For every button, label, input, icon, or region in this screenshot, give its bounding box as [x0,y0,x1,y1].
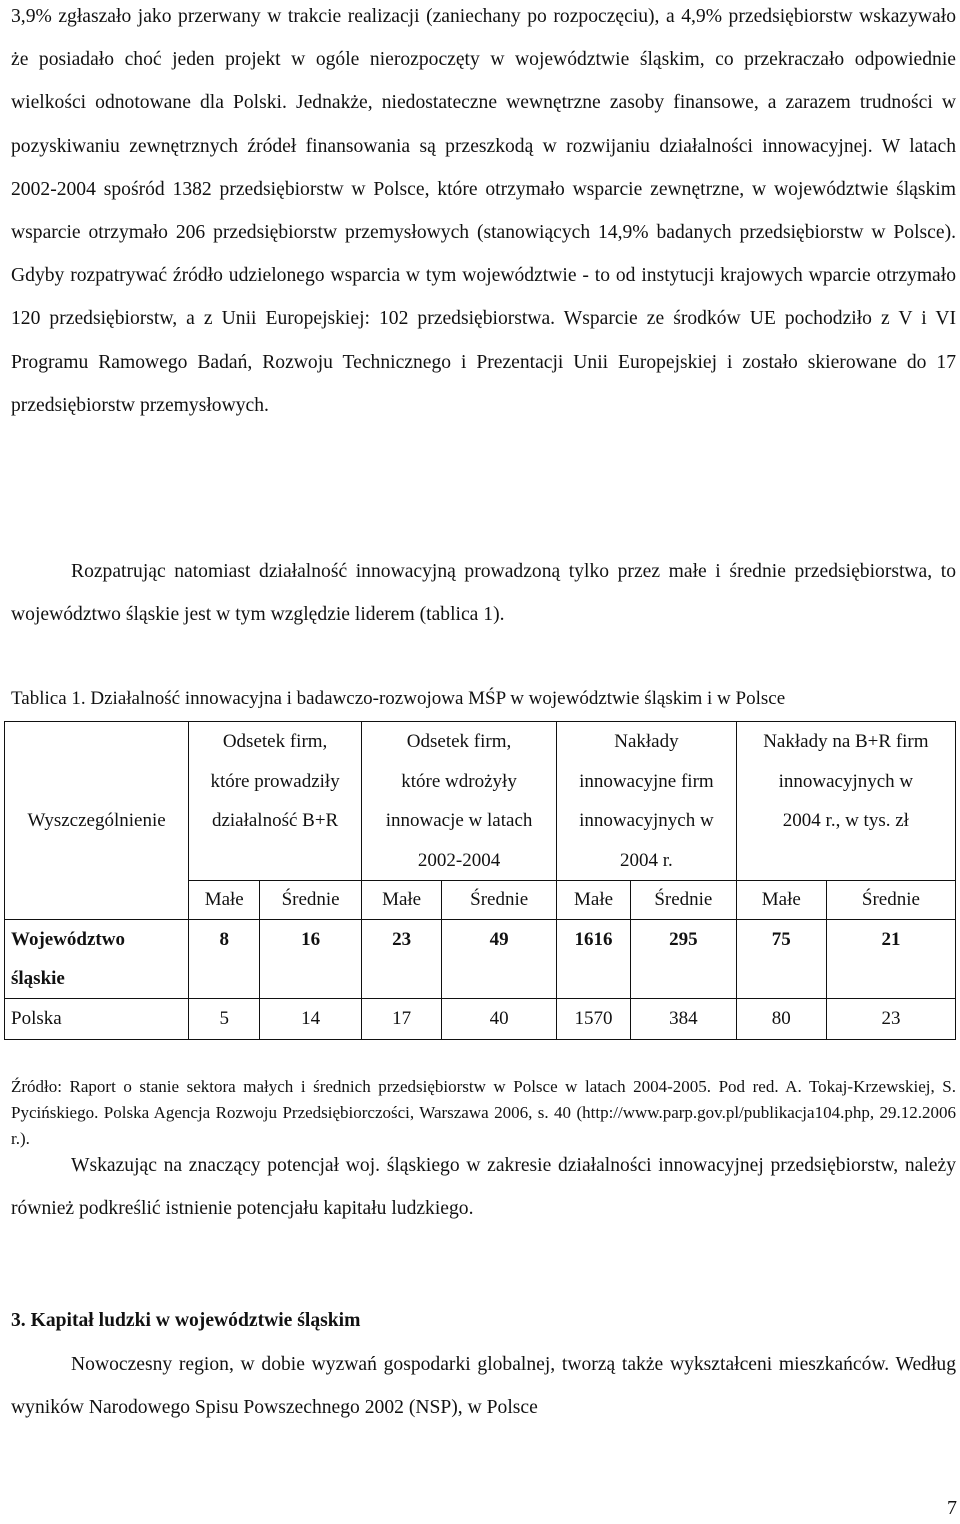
table-cell: 40 [442,999,557,1040]
table-cell: 8 [189,920,260,999]
subheader-medium: Średnie [442,881,557,920]
row-header-cell: Wyszczególnienie [5,722,189,920]
table-cell: 75 [736,920,826,999]
subheader-medium: Średnie [826,881,955,920]
subheader-medium: Średnie [630,881,736,920]
table-cell: 17 [361,999,441,1040]
table-cell: 295 [630,920,736,999]
table-cell: 16 [260,920,362,999]
table-cell: 49 [442,920,557,999]
subheader-small: Małe [361,881,441,920]
subheader-small: Małe [557,881,631,920]
page-number: 7 [947,1497,957,1519]
table-cell: 384 [630,999,736,1040]
group-header-br-firms: Odsetek firm, które prowadziły działalność B+R [189,722,362,881]
row-label: Polska [5,999,189,1040]
table-cell: 23 [826,999,955,1040]
group-header-innovating-firms: Odsetek firm, które wdrożyły innowacje w latach 2002-2004 [361,722,556,881]
section-heading: 3. Kapitał ludzki w województwie śląskim [11,1310,361,1331]
paragraph-sme-leader: Rozpatrując natomiast działalność innowacyjną prowadzoną tylko przez małe i średnie przedsiębiorstwa, to województwo śląskie jest w tym względzie liderem (tablica 1). [11,561,956,626]
paragraph-support: 3,9% zgłaszało jako przerwany w trakcie realizacji (zaniechany po rozpoczęciu), a 4,9% przedsiębiorstw wskazywało że posiadało choć jeden projekt w ogóle nierozpoczęty w województwie śląskim, co przekraczało odpowiednie wielkości odnotowane dla Polski. Jednakże, niedostateczne wewnętrzne zasoby finansowe, a zarazem trudności w pozyskiwaniu zewnętrznych źródeł finansowania są przeszkodą w rozwijaniu działalności innowacyjnej. W latach 2002-2004 spośród 1382 przedsiębiorstw w Polsce, które otrzymało wsparcie zewnętrzne, w województwie śląskim wsparcie otrzymało 206 przedsiębiorstw przemysłowych (stanowiących 14,9% badanych przedsiębiorstw w Polsce). Gdyby rozpatrywać źródło udzielonego wsparcia w tym województwie - to od instytucji krajowych wparcie otrzymało 120 przedsiębiorstw, a z Unii Europejskiej: 102 przedsiębiorstwa. Wsparcie ze środków UE pochodziło z V i VI Programu Ramowego Badań, Rozwoju Technicznego i Prezentacji Unii Europejskiej i zostało skierowane do 17 przedsiębiorstw przemysłowych. [11,6,956,416]
subheader-medium: Średnie [260,881,362,920]
table-cell: 1570 [557,999,631,1040]
table-cell: 14 [260,999,362,1040]
row-label: Województwo śląskie [5,920,189,999]
subheader-small: Małe [736,881,826,920]
table-row [5,920,956,999]
table-cell: 21 [826,920,955,999]
innovation-table [4,721,956,1040]
table-row [5,999,956,1040]
paragraph-potential: Wskazując na znaczący potencjał woj. śląskiego w zakresie działalności innowacyjnej przedsiębiorstw, należy również podkreślić istnienie potencjału kapitału ludzkiego. [11,1155,956,1220]
table-cell: 80 [736,999,826,1040]
group-header-br-spending: Nakłady na B+R firm innowacyjnych w 2004 r., w tys. zł [736,722,955,881]
paragraph-human-capital: Nowoczesny region, w dobie wyzwań gospodarki globalnej, tworzą także wykształceni mieszkańców. Według wyników Narodowego Spisu Powszechnego 2002 (NSP), w Polsce [11,1354,956,1419]
table-cell: 23 [361,920,441,999]
table-cell: 1616 [557,920,631,999]
table-source: Źródło: Raport o stanie sektora małych i średnich przedsiębiorstw w Polsce w latach 2004-2005. Pod red. A. Tokaj-Krzewskiej, S. Pycińskiego. Polska Agencja Rozwoju Przedsiębiorczości, Warszawa 2006, s. 40 (http://www.parp.gov.pl/publikacja104.php, 29.12.2006 r.). [11,1077,956,1148]
table-caption: Tablica 1. Działalność innowacyjna i badawczo-rozwojowa MŚP w województwie śląskim i w Polsce [11,688,786,709]
table-cell: 5 [189,999,260,1040]
subheader-small: Małe [189,881,260,920]
group-header-innovation-spending: Nakłady innowacyjne firm innowacyjnych w 2004 r. [557,722,737,881]
